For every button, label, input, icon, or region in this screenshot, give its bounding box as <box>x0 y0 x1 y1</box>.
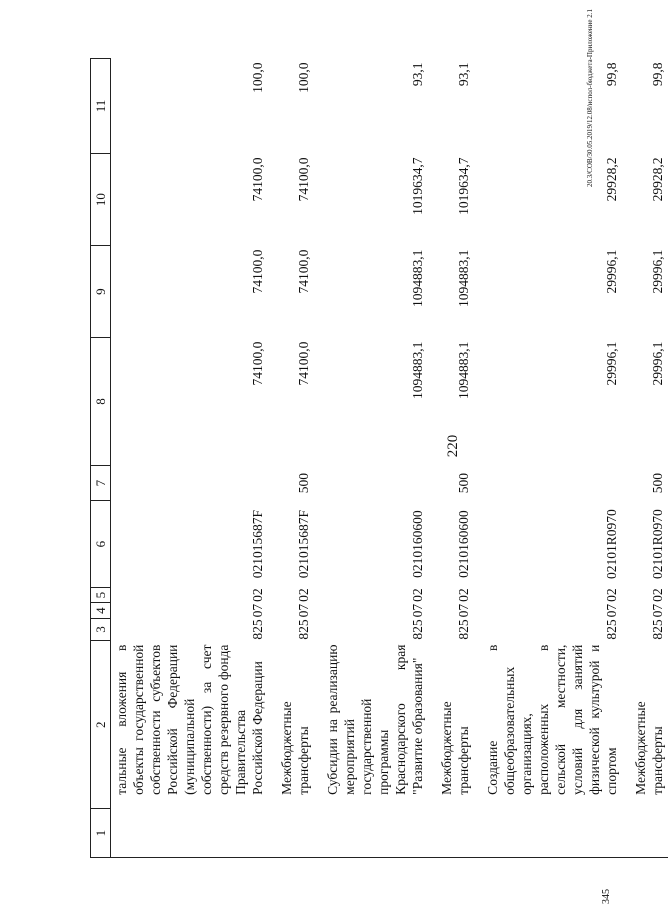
row-name: тальные вложения в объекты государственной собственности субъектов Российской Федерации (муниципальной собственности) за счет средств резервного фонда Правительства Российской Федерации <box>114 644 265 795</box>
cell-percent: 100,0 <box>296 62 311 93</box>
footer-note: 20.3/СОВ/30.05.2019/12.08/испол-бюджета-Приложение 2.1 <box>586 9 594 188</box>
cell-target: 0210160600 <box>456 510 471 578</box>
row-name: Межбюджетные трансферты <box>279 701 311 795</box>
table-header-row <box>91 59 111 858</box>
cell-value: 29996,1 <box>604 249 619 294</box>
table-row <box>622 59 668 858</box>
table-row <box>428 59 474 858</box>
cell-section: 07 <box>250 603 265 618</box>
column-header: 7 <box>91 465 111 501</box>
cell-subsection: 02 <box>604 588 619 602</box>
cell-value: 74100,0 <box>250 249 265 294</box>
cell-value: 1094883,1 <box>456 341 471 399</box>
cell-value: 74100,0 <box>250 341 265 386</box>
column-header: 8 <box>91 338 111 466</box>
cell-expense-type: 500 <box>650 472 665 494</box>
cell-value: 29928,2 <box>650 157 665 202</box>
cell-target: 0210160600 <box>410 510 425 578</box>
cell-value: 1094883,1 <box>410 249 425 307</box>
column-header: 1 <box>91 809 111 858</box>
column-header: 11 <box>91 59 111 154</box>
cell-value: 29996,1 <box>650 341 665 386</box>
cell-section: 07 <box>650 603 665 618</box>
column-header: 9 <box>91 246 111 338</box>
cell-section: 07 <box>296 603 311 618</box>
cell-value: 74100,0 <box>296 341 311 386</box>
cell-value: 29928,2 <box>604 157 619 202</box>
cell-value: 74100,0 <box>296 157 311 202</box>
cell-expense-type <box>314 465 428 501</box>
cell-percent: 93,1 <box>410 62 425 87</box>
cell-section: 07 <box>604 603 619 618</box>
cell-subsection: 02 <box>650 588 665 602</box>
cell-percent: 100,0 <box>250 62 265 93</box>
cell-percent: 99,8 <box>650 62 665 87</box>
cell-target: 021015687F <box>296 509 311 579</box>
row-name: Создание в общеобразовательных организациях, расположенных в сельской местности, условий для занятий физической культурой и спортом <box>485 644 619 795</box>
column-header: 5 <box>91 587 111 603</box>
cell-admin: 825 <box>410 619 425 640</box>
budget-table <box>90 58 668 858</box>
row-name: Межбюджетные трансферты <box>439 701 471 795</box>
cell-target: 021015687F <box>250 509 265 579</box>
cell-value: 29996,1 <box>604 341 619 386</box>
cell-section: 07 <box>410 603 425 618</box>
cell-value: 1094883,1 <box>456 249 471 307</box>
cell-admin: 825 <box>650 619 665 640</box>
cell-admin: 825 <box>296 619 311 640</box>
cell-value: 1094883,1 <box>410 341 425 399</box>
cell-expense-type <box>474 465 622 501</box>
page-number: 220 <box>445 434 461 458</box>
table-row <box>314 59 428 858</box>
cell-percent: 93,1 <box>456 62 471 87</box>
row-name: Субсидии на реализацию мероприятий государственной программы Краснодарского края "Развитие образования" <box>325 644 425 795</box>
row-name: Межбюджетные трансферты <box>633 701 665 795</box>
cell-admin: 825 <box>250 619 265 640</box>
cell-value: 74100,0 <box>250 157 265 202</box>
cell-subsection: 02 <box>296 588 311 602</box>
cell-percent: 99,8 <box>604 62 619 87</box>
cell-expense-type: 500 <box>456 472 471 494</box>
cell-subsection: 02 <box>250 588 265 602</box>
cell-value: 74100,0 <box>296 249 311 294</box>
column-header: 3 <box>91 618 111 640</box>
cell-section: 07 <box>456 603 471 618</box>
cell-admin: 825 <box>456 619 471 640</box>
table-row <box>111 59 269 858</box>
cell-target: 02101R0970 <box>650 509 665 579</box>
cell-expense-type <box>111 465 269 501</box>
cell-subsection: 02 <box>456 588 471 602</box>
cell-subsection: 02 <box>410 588 425 602</box>
cell-expense-type: 500 <box>296 472 311 494</box>
table-row <box>474 59 622 858</box>
column-header: 6 <box>91 501 111 587</box>
cell-value: 29996,1 <box>650 249 665 294</box>
cell-admin: 825 <box>604 619 619 640</box>
bottom-page-mark: 345 <box>601 889 612 904</box>
column-header: 10 <box>91 154 111 246</box>
cell-value: 1019634,7 <box>410 157 425 215</box>
column-header: 4 <box>91 603 111 619</box>
table-row <box>268 59 314 858</box>
cell-value: 1019634,7 <box>456 157 471 215</box>
cell-target: 02101R0970 <box>604 509 619 579</box>
column-header: 2 <box>91 641 111 809</box>
